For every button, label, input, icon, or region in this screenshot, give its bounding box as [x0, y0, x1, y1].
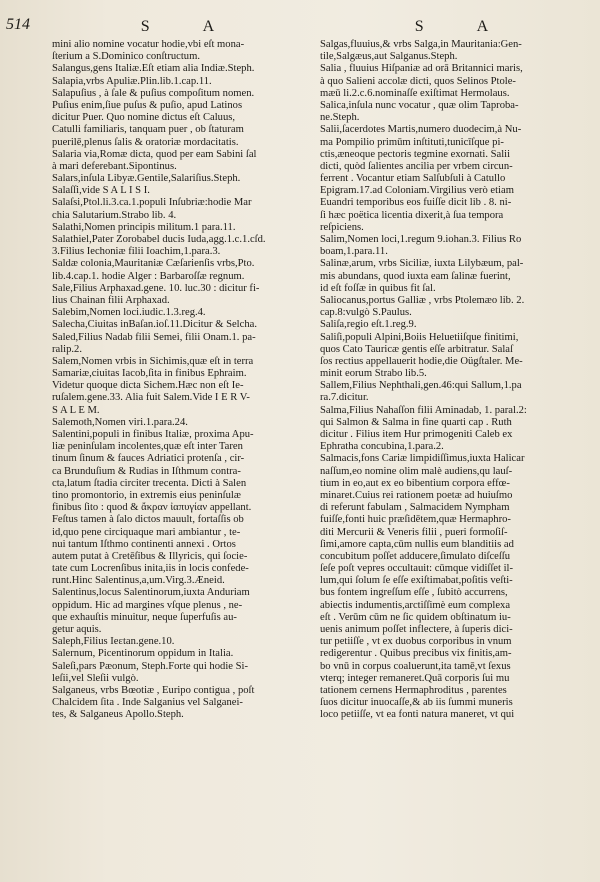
text-line: leſii,vel Sleſii vulgò.	[52, 672, 139, 684]
left-column	[52, 39, 304, 722]
text-line: cta,latum ſtadia circiter trecenta. Dicti à Salen	[52, 477, 247, 489]
right-running-head	[320, 18, 584, 36]
text-line: abiectis indumentis,arctiſſimè eum complexa	[320, 599, 511, 611]
text-line: minaret.Cuius rei rationem poetæ ad huiuſmo	[320, 489, 513, 501]
text-line: ctis,æneoque pectoris tegmine exornati. Salii	[320, 148, 511, 160]
text-line: id eſt foſſæ in quibus fit ſal.	[320, 282, 436, 294]
text-line: Salia , fluuius Hiſpaniæ ad orā Britannici maris,	[320, 63, 523, 75]
text-line: redigerentur . Quibus precibus vix finitis,am-	[320, 648, 512, 660]
text-line: boam,1.para.11.	[320, 246, 388, 258]
text-line: bo vnū in corpus coaluerunt,ita tamē,vt ſexus	[320, 660, 511, 672]
text-line: tationem cernens Hermaphroditus , parentes	[320, 684, 507, 696]
text-line: autem putat à Cretēſibus & Illyricis, qui ſocie-	[52, 550, 248, 562]
text-line: ſuos dicitur inuocaſſe,& ab iis ſummi muneris	[320, 697, 513, 709]
text-line: Videtur quoque dicta Sichem.Hæc non eſt Ie-	[52, 380, 244, 392]
text-line: à mari deferebant.Sipontinus.	[52, 160, 177, 172]
text-line: eſt . Verūm cūm ne ſic quidem obſtinatum iu-	[320, 611, 511, 623]
text-line: Salangus,gens Italiæ.Eſt etiam alia Indiæ.Steph.	[52, 63, 255, 75]
text-line: Puſius enim,ſiue puſus & puſio, apud Latinos	[52, 99, 243, 111]
text-line: tino promontorio, in extremis eius peninſulæ	[52, 489, 241, 501]
text-line: Salii,ſacerdotes Martis,numero duodecim,à Nu-	[320, 124, 522, 136]
text-line: tium in eo,aut ex eo bibentium corpora effœ-	[320, 477, 510, 489]
text-line: quos Cato Tauricæ gentis eſſe arbitratur. Salaſ	[320, 343, 513, 355]
page-number: 514	[6, 16, 30, 33]
text-line: Salma,Filius Nahaſſon filii Aminadab, 1. paral.2:	[320, 404, 527, 416]
right-column	[320, 39, 584, 722]
text-line: cap.8:vulgò S.Paulus.	[320, 307, 412, 319]
running-head-letter: A	[202, 18, 216, 35]
text-line: Saldæ colonia,Mauritaniæ Cæſarienſis vrbs,Pto.	[52, 258, 255, 270]
text-line: 3.Filius Iechoniæ filii Ioachim,1.para.3.	[52, 246, 221, 258]
text-line: Salars,inſula Libyæ.Gentile,Salariſius.Steph.	[52, 173, 241, 185]
text-line: ruſalem.gene.33. Alia fuit Salem.Vide I E R V-	[52, 392, 250, 404]
text-line: Saliſa,regio eſt.1.reg.9.	[320, 319, 417, 331]
text-line: fuiſſe,fonti huic præſidētem,quæ Hermaphro-	[320, 514, 511, 526]
text-line: chia Salutarium.Strabo lib. 4.	[52, 209, 177, 221]
text-line: ma Pompilio primūm inſtituti,tunicīſque pi-	[320, 136, 504, 148]
text-line: Salem,Nomen vrbis in Sichimis,quæ eſt in terra	[52, 355, 254, 367]
running-header	[52, 14, 584, 36]
text-line: uenis animum poſſet inflectere, à ſuperis dici-	[320, 624, 513, 635]
text-line: Sale,Filius Arphaxad.gene. 10. luc.30 : dicitur fi-	[52, 282, 260, 294]
text-line: ſterium a S.Dominico conſtructum.	[52, 51, 200, 63]
text-line: ſi hæc poëtica licentia dixerit,à ſua tempora	[320, 209, 504, 221]
text-columns	[52, 39, 584, 722]
text-line: id,quo pene circiquaque mari ambiantur , te-	[52, 526, 241, 538]
text-line: mis abundans, quod iuxta eam ſalinæ fuerint,	[320, 270, 511, 282]
text-line: Sallem,Filius Nephthali,gen.46:qui Sallum,1.pa	[320, 380, 522, 392]
text-line: mini alio nomine vocatur hodie,vbi eſt mona-	[52, 39, 245, 50]
text-line: Salemoth,Nomen viri.1.para.24.	[52, 416, 188, 428]
text-line: Salaria via,Romæ dicta, quod per eam Sabini ſal	[52, 148, 257, 160]
text-line: puerilē,plenus ſalis & oratoriæ mordacitatis.	[52, 136, 239, 148]
text-line: que exhauſtis minuitur, neque ſuperfuſis au-	[52, 611, 237, 623]
text-line: Salentini,populi in finibus Italiæ, proxima Apu-	[52, 429, 254, 440]
text-line: Salinæ,arum, vrbs Siciliæ, iuxta Lilybæum, pal-	[320, 258, 524, 270]
text-line: Salernum, Picentinorum oppidum in Italia.	[52, 648, 234, 660]
text-line: loco petiiſſe, vt ea fonti natura maneret, vt qui	[320, 709, 515, 721]
text-line: ſimi,amore capta,cūm nullis eum blanditiis ad	[320, 538, 514, 550]
text-line: Salaſſi,vide S A L I S I.	[52, 185, 150, 197]
text-line: tinum ſinum & fauces Adriatici protenſa , cir-	[52, 453, 245, 465]
text-line: Salapia,vrbs Apuliæ.Plin.lib.1.cap.11.	[52, 75, 212, 87]
text-line: Salim,Nomen loci,1.regum 9.iohan.3. Filius Ro	[320, 234, 522, 245]
text-line: lib.4.cap.1. hodie Alger : Barbaroſſæ regnum.	[52, 270, 245, 282]
text-line: liæ peninſulam incolentes,quæ eſt inter Taren	[52, 441, 243, 453]
text-line: Salica,inſula nunc vocatur , quæ olim Taproba-	[320, 99, 519, 111]
text-line: Salentinus,locus Salentinorum,iuxta Anduriam	[52, 587, 250, 599]
left-running-head	[52, 18, 304, 36]
text-line: mæū li.2.c.6.nominaſſe exiſtimat Hermolaus.	[320, 87, 510, 99]
text-line: tes, & Salganeus Apollo.Steph.	[52, 709, 184, 721]
text-line: qui Salmon & Salma in fine quarti cap . Ruth	[320, 416, 512, 428]
text-line: Ephratha concubina,1.para.2.	[320, 441, 444, 453]
text-line: Salebim,Nomen loci.iudic.1.3.reg.4.	[52, 307, 206, 319]
text-line: Epigram.17.ad Coloniam.Virgilius verò etiam	[320, 185, 514, 197]
text-line: tur petiiſſe , vt ex duobus corporibus in vnum	[320, 636, 512, 648]
text-line: ſos rectius appellauerit hodie,die Oügſtaler. Me-	[320, 355, 523, 367]
text-line: Feſtus tamen à ſalo dictos mauult, fortaſſis ob	[52, 514, 244, 526]
text-line: minit eorum Strabo lib.5.	[320, 368, 427, 380]
text-line: getur aquis.	[52, 624, 102, 635]
text-line: Salecha,Ciuitas inBaſan.ioſ.11.Dicitur & Selcha.	[52, 319, 257, 331]
text-line: Salathi,Nomen principis militum.1 para.11.	[52, 221, 236, 233]
text-line: naſſum,eo nomine olim malè audiens,qu lauſ-	[320, 465, 513, 477]
text-line: Salgas,fluuius,& vrbs Salga,in Mauritania:Gen-	[320, 39, 522, 50]
text-line: Saleſi,pars Pæonum, Steph.Forte qui hodie Si-	[52, 660, 248, 672]
text-line: bus fontem ingreſſum eſſe , ſubitò accurrens,	[320, 587, 508, 599]
text-line: dicitur Puer. Quo nomine dictus eſt Caluus,	[52, 112, 236, 124]
text-line: oppidum. Hic ad margines vſque plenus , ne-	[52, 599, 243, 611]
text-line: dicitur . Filius item Hur primogeniti Caleb ex	[320, 429, 513, 440]
text-line: Chalcidem ſita . Inde Salganius vel Salganei-	[52, 697, 243, 709]
text-line: Saliocanus,portus Galliæ , vrbs Ptolemæo lib. 2.	[320, 294, 525, 306]
text-line: reſpiciens.	[320, 221, 364, 233]
text-line: lum,qui ſolum ſe eſſe exiſtimabat,poſitis veſti-	[320, 575, 513, 587]
text-line: ra.7.dicitur.	[320, 392, 369, 404]
text-line: diti Mercurii & Veneris filii , pueri formoſiſ-	[320, 526, 508, 538]
text-line: Salaſsi,Ptol.li.3.ca.1.populi Inſubriæ:hodie Mar	[52, 197, 252, 209]
running-head-letter: A	[476, 18, 490, 35]
text-line: Salmacis,fons Cariæ limpidiſſimus,iuxta Halicar	[320, 453, 525, 465]
text-line: nui tantum Iſthmo continenti annexi . Ortos	[52, 538, 236, 550]
text-line: tate cum Locrenſibus inita,iis in locis confede-	[52, 563, 249, 575]
text-line: Salganeus, vrbs Bœotiæ , Euripo contigua , poſt	[52, 684, 255, 696]
text-line: finibus ſito : quod & ἄκραν ἰαπυγίαν appellant.	[52, 502, 252, 514]
text-line: à quo Salieni accolæ dicti, quos Selinos Ptole-	[320, 75, 516, 87]
text-line: concubitum poſſet adducere,ſimulato diſceſſu	[320, 550, 511, 562]
text-line: ralip.2.	[52, 343, 83, 355]
text-line: Saliſi,populi Alpini,Boiis Heluetiiſque finitimi,	[320, 331, 519, 343]
text-line: ferrent . Vocantur etiam Salſubſuli à Catullo	[320, 173, 506, 185]
text-line: Saleph,Filius Ieɛtan.gene.10.	[52, 636, 175, 648]
text-line: di referunt fabulam , Salmacidem Nympham	[320, 502, 510, 514]
text-line: dicti, quòd ſalientes ancilia per vrbem circun-	[320, 160, 513, 172]
text-line: Saled,Filius Nadab filii Semei, filii Onam.1. pa-	[52, 331, 256, 343]
text-line: vterq; integer remaneret.Quā corporis ſui mu	[320, 672, 510, 684]
text-line: lius Chainan filii Arphaxad.	[52, 294, 170, 306]
text-line: ca Brunduſium & Rudias in Iſthmum contra-	[52, 465, 241, 477]
text-line: Salapuſius , à ſale & puſius compoſitum nomen.	[52, 87, 255, 99]
running-head-letter: S	[140, 18, 151, 35]
text-line: Catulli familiaris, tanquam puer , ob ſtaturam	[52, 124, 244, 136]
text-line: Samariæ,ciuitas Iacob,ſita in finibus Ephraim.	[52, 368, 247, 380]
running-head-letter: S	[414, 18, 425, 35]
text-line: S A L E M.	[52, 404, 100, 416]
text-line: ſeſe poſt vepres occultauit: cūmque vidiſſet il-	[320, 563, 513, 575]
text-line: runt.Hinc Salentinus,a,um.Virg.3.Æneid.	[52, 575, 225, 587]
text-line: Euandri temporibus eos fuiſſe dicit lib . 8. ni-	[320, 197, 512, 209]
text-line: ne.Steph.	[320, 112, 360, 124]
text-line: Salathiel,Pater Zorobabel ducis Iuda,agg.1.c.1.cſd.	[52, 234, 266, 245]
text-line: tile,Salgæus,aut Salganus.Steph.	[320, 51, 458, 63]
